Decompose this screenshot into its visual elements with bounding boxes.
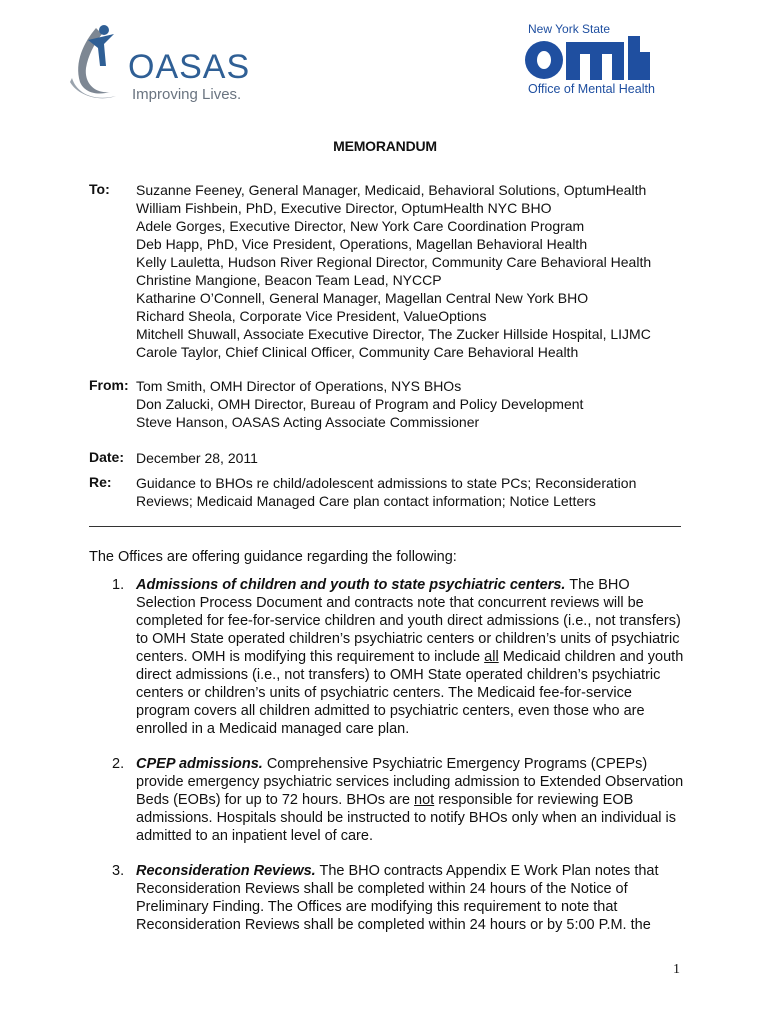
item-emphasis: all bbox=[484, 649, 499, 665]
sender-line: Don Zalucki, OMH Director, Bureau of Program and Policy Development bbox=[136, 396, 584, 412]
recipient-line: Kelly Lauletta, Hudson River Regional Director, Community Care Behavioral Health bbox=[136, 254, 652, 270]
item-title: Admissions of children and youth to state psychiatric centers. bbox=[136, 577, 566, 593]
recipient-line: Katharine O’Connell, General Manager, Magellan Central New York BHO bbox=[136, 290, 589, 306]
item-text bbox=[136, 576, 687, 738]
oasas-wordmark: OASAS bbox=[128, 48, 251, 86]
item-text-before: Comprehensive Psychiatric Emergency Programs (CPEPs) provide emergency psychiatric services including admission to Extended Observation Beds (EOBs) for up to 72 hours. BHOs are bbox=[136, 756, 684, 808]
oasas-figure-icon bbox=[66, 22, 128, 102]
omh-wordmark-icon bbox=[524, 36, 652, 82]
memo-date: December 28, 2011 bbox=[136, 450, 258, 466]
memo-subject bbox=[136, 474, 636, 510]
recipient-line: Richard Sheola, Corporate Vice President, ValueOptions bbox=[136, 308, 487, 324]
subject-line: Reviews; Medicaid Managed Care plan contact information; Notice Letters bbox=[136, 493, 596, 509]
header-divider bbox=[89, 526, 681, 527]
memo-title: MEMORANDUM bbox=[333, 138, 437, 154]
omh-name-label: Office of Mental Health bbox=[528, 82, 655, 96]
page-number: 1 bbox=[673, 962, 680, 977]
body-intro: The Offices are offering guidance regarding the following: bbox=[89, 549, 457, 565]
item-emphasis: not bbox=[414, 792, 435, 808]
sender-line: Tom Smith, OMH Director of Operations, NYS BHOs bbox=[136, 378, 462, 394]
item-text bbox=[136, 755, 687, 845]
item-number: 3. bbox=[112, 863, 125, 879]
date-label: Date: bbox=[89, 449, 125, 465]
recipient-line: Adele Gorges, Executive Director, New York Care Coordination Program bbox=[136, 218, 585, 234]
omh-logo bbox=[520, 22, 660, 102]
item-text-before: The BHO Selection Process Document and contracts note that concurrent reviews will be completed for fee-for-service children and youth direct admissions (i.e., not transfers) to OMH State operated children’s psychiatric centers or children’s units of psychiatric centers. OMH is modifying this requirement to include bbox=[136, 577, 681, 665]
from-label: From: bbox=[89, 377, 129, 393]
item-number: 1. bbox=[112, 577, 125, 593]
list-item bbox=[112, 862, 687, 934]
to-recipients bbox=[136, 181, 651, 361]
recipient-line: William Fishbein, PhD, Executive Director, OptumHealth NYC BHO bbox=[136, 200, 552, 216]
recipient-line: Deb Happ, PhD, Vice President, Operations, Magellan Behavioral Health bbox=[136, 236, 588, 252]
sender-line: Steve Hanson, OASAS Acting Associate Commissioner bbox=[136, 414, 480, 430]
item-title: CPEP admissions. bbox=[136, 756, 263, 772]
recipient-line: Carole Taylor, Chief Clinical Officer, Community Care Behavioral Health bbox=[136, 344, 579, 360]
recipient-line: Mitchell Shuwall, Associate Executive Director, The Zucker Hillside Hospital, LIJMC bbox=[136, 326, 651, 342]
subject-line: Guidance to BHOs re child/adolescent admissions to state PCs; Reconsideration bbox=[136, 475, 637, 491]
recipient-line: Suzanne Feeney, General Manager, Medicaid, Behavioral Solutions, OptumHealth bbox=[136, 182, 647, 198]
list-item bbox=[112, 576, 687, 738]
item-title: Reconsideration Reviews. bbox=[136, 863, 316, 879]
guidance-list bbox=[112, 576, 687, 951]
list-item bbox=[112, 755, 687, 845]
item-text-after: Medicaid children and youth direct admissions (i.e., not transfers) to OMH State operated children’s psychiatric centers or children’s units of psychiatric centers. The Medicaid fee-for-service program covers all children admitted to psychiatric centers, even those who are enrolled in a Medicaid managed care plan. bbox=[136, 649, 684, 737]
item-number: 2. bbox=[112, 756, 125, 772]
item-text-after: responsible for reviewing EOB admissions. Hospitals should be instructed to notify BHOs only when an individual is admitted to an inpatient level of care. bbox=[136, 792, 676, 844]
re-label: Re: bbox=[89, 474, 112, 490]
recipient-line: Christine Mangione, Beacon Team Lead, NYCCP bbox=[136, 272, 442, 288]
item-text-before: The BHO contracts Appendix E Work Plan notes that Reconsideration Reviews shall be completed within 24 hours of the Notice of Preliminary Finding. The Offices are modifying this requirement to note that Reconsideration Reviews shall be completed within 24 hours or by 5:00 P.M. the bbox=[136, 863, 659, 933]
from-senders bbox=[136, 377, 583, 431]
item-text bbox=[136, 862, 687, 934]
to-label: To: bbox=[89, 181, 110, 197]
oasas-logo bbox=[66, 22, 256, 104]
oasas-tagline: Improving Lives. bbox=[132, 86, 242, 103]
omh-state-label: New York State bbox=[528, 22, 611, 36]
